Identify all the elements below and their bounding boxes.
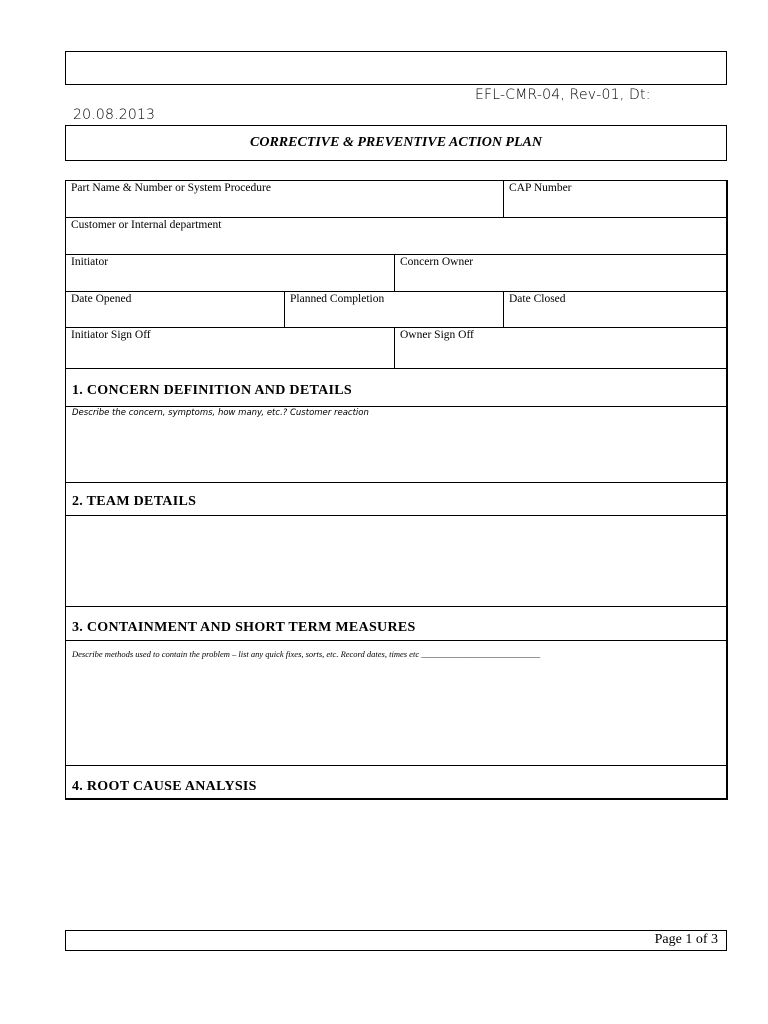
customer-label: Customer or Internal department (71, 219, 222, 231)
initiator-label: Initiator (71, 256, 109, 268)
initiator-signoff-cell[interactable] (65, 327, 395, 369)
header-box (65, 51, 727, 85)
doc-ref-line2: 20.08.2013 (73, 107, 156, 123)
cap-number-label: CAP Number (509, 182, 572, 194)
section-3-hint: Describe methods used to contain the problem – list any quick fixes, sorts, etc. Record dates, times etc ____________________________ (72, 649, 541, 659)
section-3-title: 3. CONTAINMENT AND SHORT TERM MEASURES (72, 620, 416, 635)
form-table (65, 180, 727, 799)
doc-ref-line1: EFL-CMR-04, Rev-01, Dt: (475, 87, 651, 103)
initiator-signoff-label: Initiator Sign Off (71, 329, 151, 341)
owner-signoff-cell[interactable] (394, 327, 728, 369)
part-name-cell[interactable] (65, 180, 504, 218)
page-number: Page 1 of 3 (654, 932, 718, 947)
planned-completion-cell[interactable] (284, 291, 504, 328)
section-4-header (65, 765, 728, 800)
form-title-box (65, 125, 727, 161)
section-2-title: 2. TEAM DETAILS (72, 494, 197, 509)
date-closed-cell[interactable] (503, 291, 728, 328)
footer-box (65, 930, 727, 951)
date-opened-label: Date Opened (71, 293, 132, 305)
customer-cell[interactable] (65, 217, 728, 255)
section-1-hint: Describe the concern, symptoms, how many, etc.? Customer reaction (72, 408, 369, 418)
concern-owner-label: Concern Owner (400, 256, 474, 268)
section-1-header (65, 368, 728, 407)
section-4-title: 4. ROOT CAUSE ANALYSIS (72, 779, 257, 794)
date-opened-cell[interactable] (65, 291, 285, 328)
concern-owner-cell[interactable] (394, 254, 728, 292)
section-1-body[interactable] (65, 406, 728, 483)
planned-completion-label: Planned Completion (290, 293, 385, 305)
section-3-body[interactable] (65, 640, 728, 766)
section-1-title: 1. CONCERN DEFINITION AND DETAILS (72, 383, 352, 398)
section-2-body[interactable] (65, 515, 728, 607)
form-title: CORRECTIVE & PREVENTIVE ACTION PLAN (250, 135, 542, 150)
section-3-header (65, 606, 728, 641)
date-closed-label: Date Closed (509, 293, 566, 305)
cap-number-cell[interactable] (503, 180, 728, 218)
owner-signoff-label: Owner Sign Off (400, 329, 474, 341)
part-name-label: Part Name & Number or System Procedure (71, 182, 271, 194)
initiator-cell[interactable] (65, 254, 395, 292)
section-2-header (65, 482, 728, 516)
